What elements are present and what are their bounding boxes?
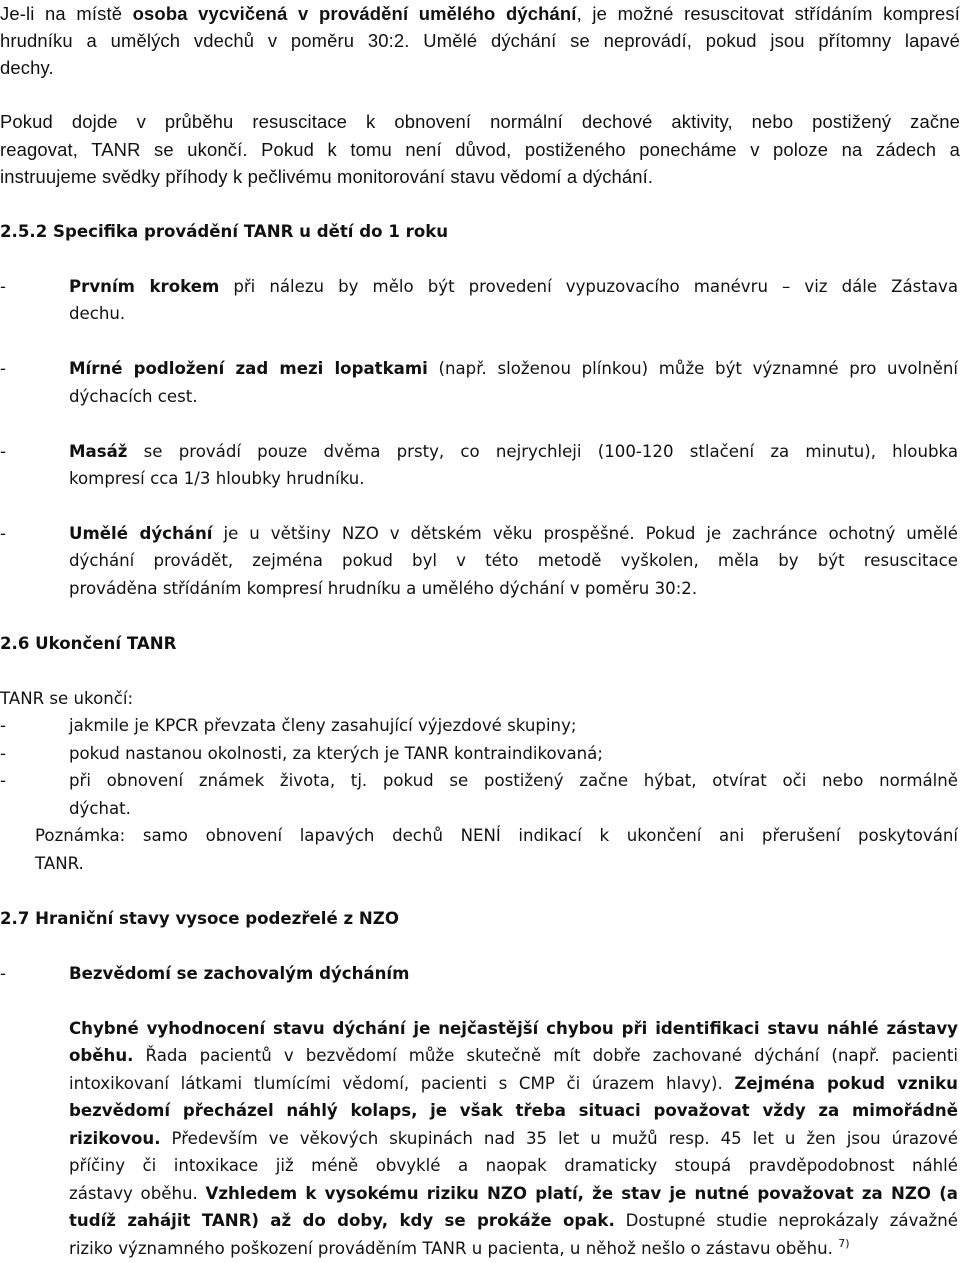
p1-line2: hrudníku a umělých vdechů v poměru 30:2. Umělé dýchání se neprovádí, pokud jsou přítomny lapavé [0,30,960,51]
section-252-heading: 2.5.2 Specifika provádění TANR u dětí do 1 roku [0,222,449,241]
document-page: Je-li na místě osoba vycvičená v provádění umělého dýchání, je možné resuscitovat střídáním kompresí hrudníku a umělých vdechů v poměru 30:2. Umělé dýchání se neprovádí, pokud jsou přítomny lapavé dechy. Pokud dojde v průběhu resuscitace k obnovení normální dechové aktivity, nebo postižený začne reagovat, TANR se ukončí. Pokud k tomu není důvod, postiženého ponecháme v poloze na zádech a instruujeme svědky příhody k pečlivému monitorování stavu vědomí a dýchání. 2.5.2 Specifika provádění TANR u dětí do 1 roku - Prvním krokem při nálezu by mělo být provedení vypuzovacího manévru – viz dále Zástava dechu. - Mírné podložení zad mezi lopatkami (např. složenou plínkou) může být významné pro uvolnění dýchacích cest. - Masáž se provádí pouze dvěma prsty, co nejrychleji (100-120 stlačení za minutu), hloubka kompresí cca 1/3 hloubky hrudníku. - Umělé dýchání je u většiny NZO v dětském věku prospěšné. Pokud je zachránce ochotný umělé dýchání provádět, zejména pokud byl v této metodě vyškolen, měla by být resuscitace prováděna střídáním kompresí hrudníku a umělého dýchání v poměru 30:2. 2.6 Ukončení TANR TANR se ukončí: - jakmile je KPCR převzata členy zasahující výjezdové skupiny; - pokud nastanou okolnosti, za kterých je TANR kontraindikovaná; - při obnovení známek života, tj. pokud se postižený začne hýbat, otvírat oči nebo normálně dýchat. Poznámka: samo obnovení lapavých dechů NENÍ indikací k ukončení ani přerušení poskytování TANR. 2.7 Hraniční stavy vysoce podezřelé z NZO - Bezvědomí se zachovalým dýcháním Chybné vyhodnocení stavu dýchání je nejčastější chybou při identifikaci stavu náhlé zástavy oběhu. Řada pacientů v bezvědomí může skutečně mít dobře zachované dýchání (např. pacienti intoxikovaní látkami tlumícími vědomí, pacienti s CMP či úrazem hlavy). Zejména pokud vzniku bezvědomí přecházel náhlý kolaps, je však třeba situaci považovat vždy za mimořádně rizikovou. Především ve věkových skupinách nad 35 let u mužů resp. 45 let u žen jsou úrazové příčiny či intoxikace již méně obvyklé a naopak dramaticky stoupá pravděpodobnost náhlé zástavy oběhu. Vzhledem k vysokému riziku NZO platí, že stav je nutné považovat za NZO (a tudíž zahájit TANR) až do doby, kdy se prokáže opak. Dostupné studie neprokázaly závažné riziko významného poškození prováděním TANR u pacienta, u něhož nešlo o zástavu oběhu. $^{7)}$ [0,0,960,1263]
section-26-intro: TANR se ukončí: [0,689,134,708]
p1-line3: dechy. [0,57,54,78]
reference-marker: 7) [838,1237,850,1250]
p2-line2: reagovat, TANR se ukončí. Pokud k tomu není důvod, postiženého ponecháme v poloze na zádech a [0,139,960,160]
p2-line1: Pokud dojde v průběhu resuscitace k obnovení normální dechové aktivity, nebo postižený začne [0,111,960,132]
p1-line1: Je-li na místě osoba vycvičená v provádění umělého dýchání, je možné resuscitovat střídáním kompresí [0,3,960,24]
section-27-heading: 2.7 Hraniční stavy vysoce podezřelé z NZO [0,909,399,928]
p2-line3: instruujeme svědky příhody k pečlivému monitorování stavu vědomí a dýchání. [0,166,654,187]
section-26-heading: 2.6 Ukončení TANR [0,634,177,653]
